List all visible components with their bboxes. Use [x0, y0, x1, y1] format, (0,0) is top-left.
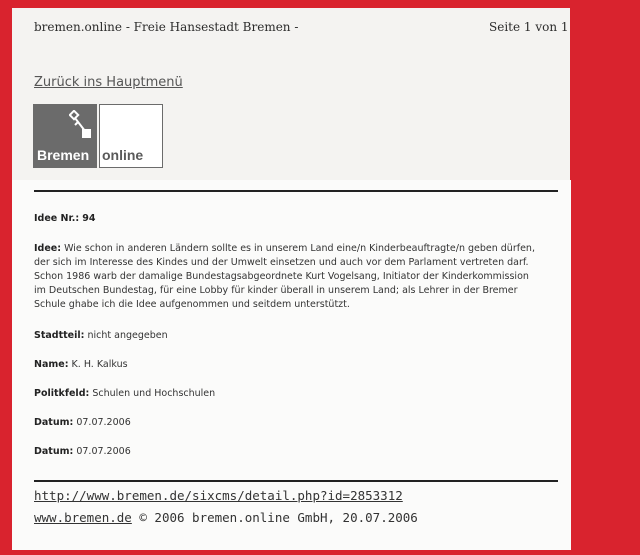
datum-value-2: 07.07.2006 [76, 446, 131, 457]
politikfeld-label: Politkfeld: [34, 388, 90, 399]
page-url-link[interactable]: http://www.bremen.de/sixcms/detail.php?id=2853312 [34, 488, 403, 503]
stadtteil-value: nicht angegeben [87, 330, 168, 341]
name-label: Name: [34, 359, 69, 370]
idea-text-block [34, 242, 558, 312]
divider-top [34, 190, 558, 192]
logo-word-bremen: Bremen [37, 147, 90, 163]
idea-text-line: im Deutschen Bundestag, für eine Lobby für kinder überall in unserem Land; als Lehrer in der Bremer [34, 285, 518, 296]
bremen-de-link[interactable]: www.bremen.de [34, 510, 132, 525]
idea-text-line: Idee: Wie schon in anderen Ländern sollte es in unserem Land eine/n Kinderbeauftragte/n geben dürfen, [34, 243, 535, 254]
logo-word-online: online [102, 147, 144, 163]
politikfeld-row [34, 387, 558, 401]
idea-text-line: der sich im Interesse des Kindes und der Umwelt einsetzen und auch vor dem Parlament vertreten darf. [34, 257, 529, 268]
datum-label-1: Datum: [34, 417, 74, 428]
idea-text-line: Schon 1986 warb der damalige Bundestagsabgeordnete Kurt Vogelsang, Initiator der Kinderkommission [34, 271, 529, 282]
datum-value-1: 07.07.2006 [76, 417, 131, 428]
datum-row-2 [34, 445, 558, 459]
politikfeld-value: Schulen und Hochschulen [92, 388, 216, 399]
idea-text-line: Schule ghabe ich die Idee aufgenommen und seitdem unterstützt. [34, 299, 350, 310]
bremen-key-icon [69, 110, 93, 144]
stadtteil-label: Stadtteil: [34, 330, 85, 341]
idea-number-label: Idee Nr.: [34, 213, 80, 224]
footer-copyright [34, 510, 418, 525]
stadtteil-row [34, 329, 558, 343]
print-header-title: bremen.online - Freie Hansestadt Bremen - [34, 20, 299, 34]
idea-number-value: 94 [82, 213, 96, 224]
bremen-online-logo [33, 104, 163, 168]
name-row [34, 358, 558, 372]
datum-label-2: Datum: [34, 446, 74, 457]
divider-bottom [34, 480, 558, 482]
idea-label: Idee: [34, 243, 62, 254]
back-to-main-menu-link[interactable]: Zurück ins Hauptmenü [34, 75, 183, 90]
datum-row-1 [34, 416, 558, 430]
copyright-text: © 2006 bremen.online GmbH, 20.07.2006 [131, 510, 418, 525]
print-header-page: Seite 1 von 1 [489, 20, 569, 34]
name-value: K. H. Kalkus [71, 359, 128, 370]
logo-dark-tile [33, 104, 97, 168]
idea-number-row [34, 212, 558, 226]
